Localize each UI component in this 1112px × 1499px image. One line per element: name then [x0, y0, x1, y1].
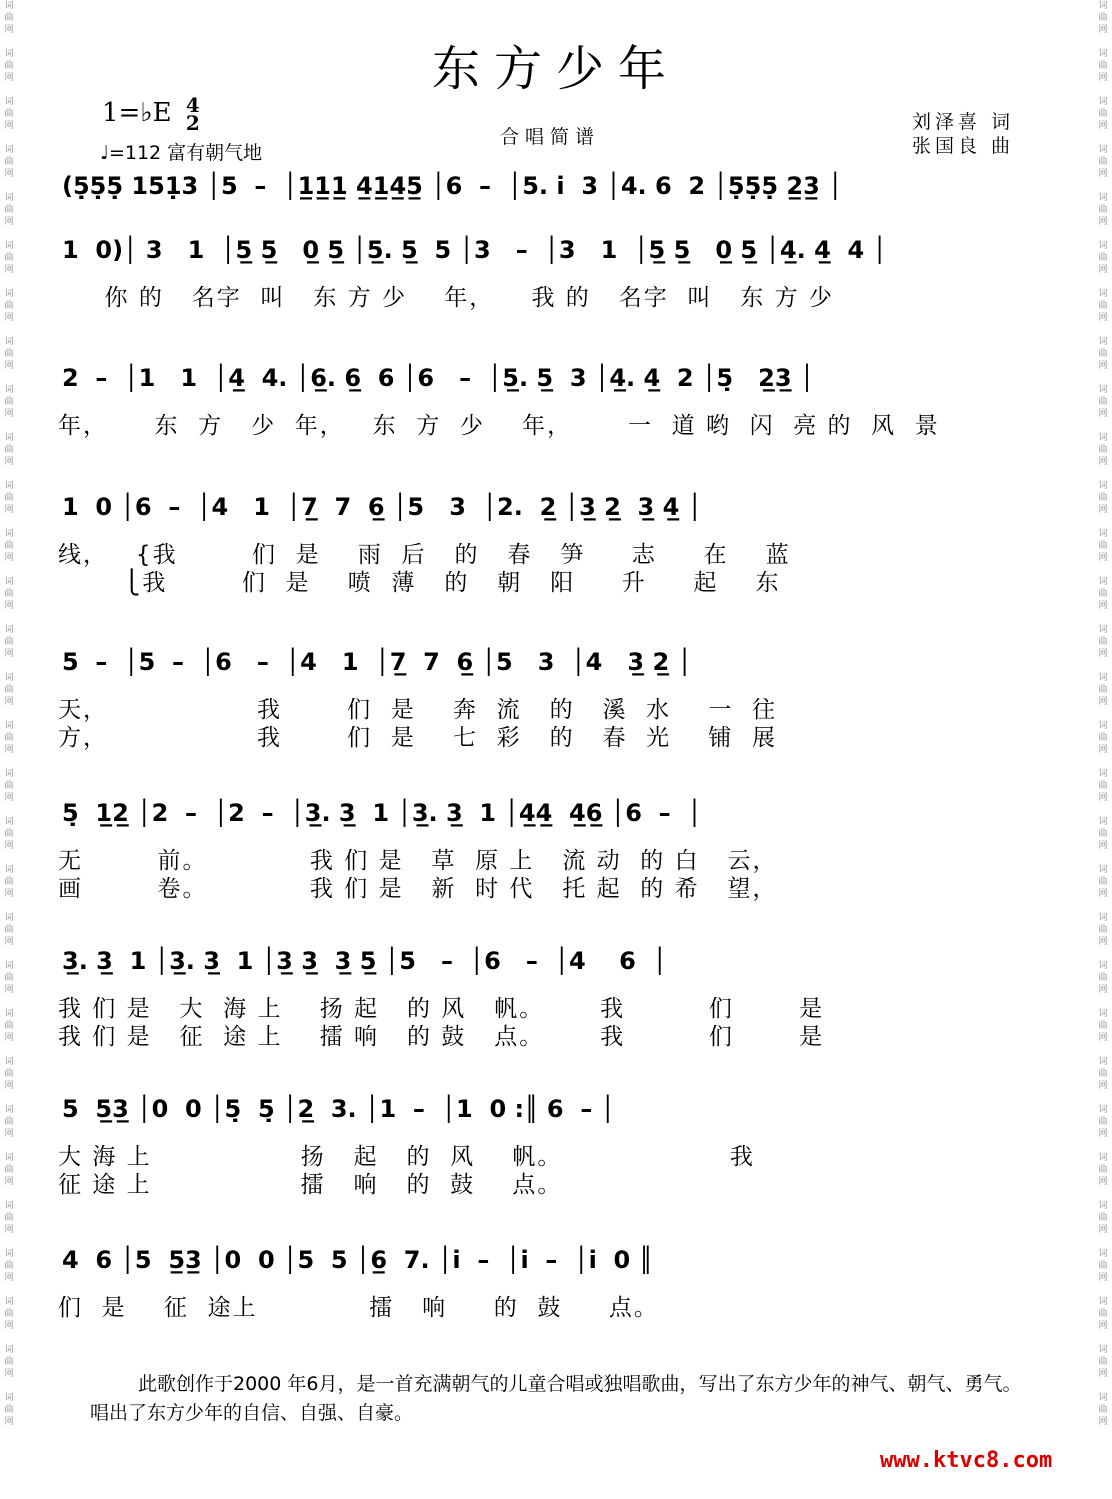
lyric-line: 年， 东 方 少 年， 东 方 少 年， 一 道 哟 闪 亮 的 风 景 [58, 413, 940, 439]
key-signature [102, 93, 200, 135]
credits [912, 110, 1014, 158]
site-logo[interactable]: www.ktvc8.com [880, 1448, 1053, 1473]
song-title: 东方少年 [431, 41, 680, 97]
notation-line: 4 6 │5 5̲3̲ │0 0 │5 5 │6̲ 7. │i̇ – │i̇ – │i̇ 0 ║ [62, 1246, 654, 1274]
notation-line: 2 – │1 1 │4̲ 4. │6̲. 6̲ 6 │6 – │5̲. 5̲ 3 │4̲. 4̲ 2 │5̣ 2̲3̲ │ [62, 364, 815, 392]
time-sig-bottom: 2 [185, 111, 200, 135]
notation-line: 1 0)│ 3 1 │5̲ 5̲ 0̲ 5̲ │5̲. 5̲ 5 │3 – │3 1 │5̲ 5̲ 0̲ 5̲ │4̲. 4̲ 4 │ [62, 236, 887, 264]
lyricist: 刘泽喜 词 [912, 111, 1015, 133]
watermark-right: 词 曲 网 词 曲 网 词 曲 网 词 曲 网 词 曲 网 词 曲 网 词 曲 网 词 曲 网 词 曲 网 词 曲 网 词 曲 网 词 曲 网 词 曲 网 词 曲 网 词 曲 网 词 曲 网 词 曲 网 词 曲 网 词 曲 网 词 曲 网 词 曲 网 词 曲 网 词 曲 网 词 曲 网 词 曲 网 词 曲 网 词 曲 网 词 曲 网 词 曲 网 词 曲 网 [1098, 1, 1108, 1427]
lyric-line: 你 的 名字 叫 东 方 少 年， 我 的 名字 叫 东 方 少 [58, 285, 834, 311]
lyric-line: 天， 我 们 是 奔 流 的 溪 水 一 往 [58, 697, 777, 723]
lyric-line: 画 卷。 我 们 是 新 时 代 托 起 的 希 望， [58, 876, 778, 902]
lyric-line: 我 们 是 征 途 上 擂 响 的 鼓 点。 我 们 是 [58, 1024, 825, 1050]
lyric-line: 无 前。 我 们 是 草 原 上 流 动 的 白 云， [58, 848, 778, 874]
notation-line: 5 – │5 – │6 – │4 1 │7̲ 7 6̲ │5 3 │4 3̲ 2̲ │ [62, 648, 692, 676]
song-description: 此歌创作于2000 年6月，是一首充满朝气的儿童合唱或独唱歌曲，写出了东方少年的神气、朝气、勇气。唱出了东方少年的自信、自强、自豪。 [90, 1373, 1022, 1424]
notation-line: 5̣ 1̲2̲ │2 – │2 – │3̲. 3̲ 1 │3̲. 3̲ 1 │4̲4̲ 4̲6̲ │6 – │ [62, 799, 702, 827]
lyric-line: 们 是 征 途上 擂 响 的 鼓 点。 [58, 1295, 659, 1321]
tempo-marking: ♩=112 富有朝气地 [100, 142, 263, 164]
lyric-line: ⎩我 们 是 喷 薄 的 朝 阳 升 起 东 [58, 570, 781, 596]
time-signature [185, 93, 200, 135]
subtitle: 合唱简谱 [500, 126, 601, 148]
composer: 张国良 曲 [912, 135, 1015, 157]
key-label: 1=♭E [102, 98, 172, 128]
notation-line: (5̣5̣5̣ 151̣3 │5 – │1̲1̲1̲ 4̲1̲4̲5̲ │6 – │5. i̇ 3 │4. 6 2 │5̣5̣5̣ 2̲3̲ │ [62, 172, 843, 200]
notation-line: 5 5̲3̲ │0 0 │5̣ 5̣ │2̲ 3. │1 – │1 0 :║ 6 – │ [62, 1095, 616, 1123]
lyric-line: 方， 我 们 是 七 彩 的 春 光 铺 展 [58, 725, 777, 751]
lyric-line: 线， {我 们 是 雨 后 的 春 笋 志 在 蓝 [58, 542, 791, 568]
lyric-line: 我 们 是 大 海 上 扬 起 的 风 帆。 我 们 是 [58, 996, 825, 1022]
time-sig-top: 4 [185, 93, 200, 117]
watermark-left: 词 曲 网 词 曲 网 词 曲 网 词 曲 网 词 曲 网 词 曲 网 词 曲 网 词 曲 网 词 曲 网 词 曲 网 词 曲 网 词 曲 网 词 曲 网 词 曲 网 词 曲 网 词 曲 网 词 曲 网 词 曲 网 词 曲 网 词 曲 网 词 曲 网 词 曲 网 词 曲 网 词 曲 网 词 曲 网 词 曲 网 词 曲 网 词 曲 网 词 曲 网 词 曲 网 [4, 1, 14, 1427]
lyric-line: 大 海 上 扬 起 的 风 帆。 我 [58, 1144, 755, 1170]
notation-line: 3̲. 3̲ 1 │3̲. 3̲ 1 │3̲ 3̲ 3̲ 5̲ │5 – │6 – │4 6 │ [62, 947, 668, 975]
lyric-line: 征 途 上 擂 响 的 鼓 点。 [58, 1172, 563, 1198]
notation-line: 1 0 │6 – │4 1 │7̲ 7 6̲ │5 3 │2. 2̲ │3̲ 2̲ 3̲ 4̲ │ [62, 493, 703, 521]
